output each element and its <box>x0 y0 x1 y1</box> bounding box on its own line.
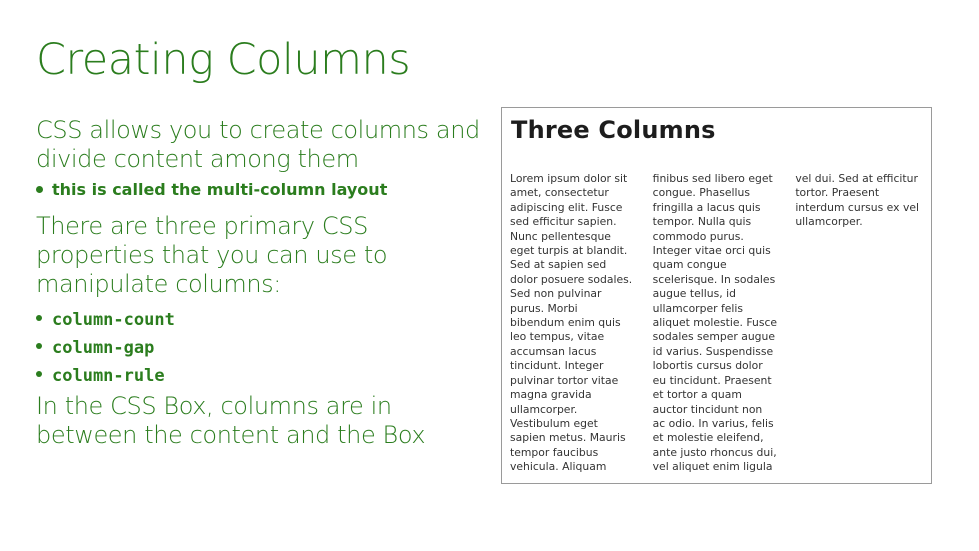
intro-text: CSS allows you to create columns and divide content among them <box>36 116 480 173</box>
property-list <box>36 306 175 390</box>
bullet-dot-icon <box>36 315 42 321</box>
property-name: column-rule <box>52 366 165 386</box>
property-item <box>36 306 175 334</box>
three-columns-example-box <box>501 107 932 484</box>
property-item <box>36 334 175 362</box>
multi-column-bullet <box>36 180 387 200</box>
property-item <box>36 362 175 390</box>
properties-intro-text: There are three primary CSS properties that you can use to manipulate columns: <box>36 212 388 298</box>
bullet-dot-icon <box>36 343 42 349</box>
bullet-dot-icon <box>36 186 43 193</box>
closing-text: In the CSS Box, columns are in between the content and the Box <box>36 392 426 449</box>
bullet-dot-icon <box>36 371 42 377</box>
slide-title: Creating Columns <box>36 35 411 85</box>
example-heading: Three Columns <box>511 116 716 144</box>
bullet-emphasis: multi-column layout <box>206 180 388 199</box>
bullet-prefix: this is called the <box>52 180 207 199</box>
property-name: column-count <box>52 310 175 330</box>
multi-column-text: Lorem ipsum dolor sit amet, consectetur adipiscing elit. Fusce sed efficitur sapien. Nunc pellentesque eget turpis at blandit. Sed at sapien sed dolor posuere sodales. Sed non pulvinar purus. Morbi bibendum enim quis leo tempus, vitae accumsan lacus tincidunt. Integer pulvinar tortor vitae magna gravida ullamcorper. Vestibulum eget sapien metus. Mauris tempor faucibus vehicula. Aliquam finibus sed libero eget congue. Phasellus fringilla a lacus quis tempor. Nulla quis commodo purus. Integer vitae orci quis quam congue scelerisque. In sodales augue tellus, id ullamcorper felis aliquet molestie. Fusce sodales semper augue id varius. Suspendisse lobortis cursus dolor eu tincidunt. Praesent et tortor a quam auctor tincidunt non ac odio. In varius, felis et molestie eleifend, ante justo rhoncus dui, vel aliquet enim ligula vel dui. Sed at efficitur tortor. Praesent interdum cursus ex vel ullamcorper. <box>510 172 919 474</box>
property-name: column-gap <box>52 338 155 358</box>
